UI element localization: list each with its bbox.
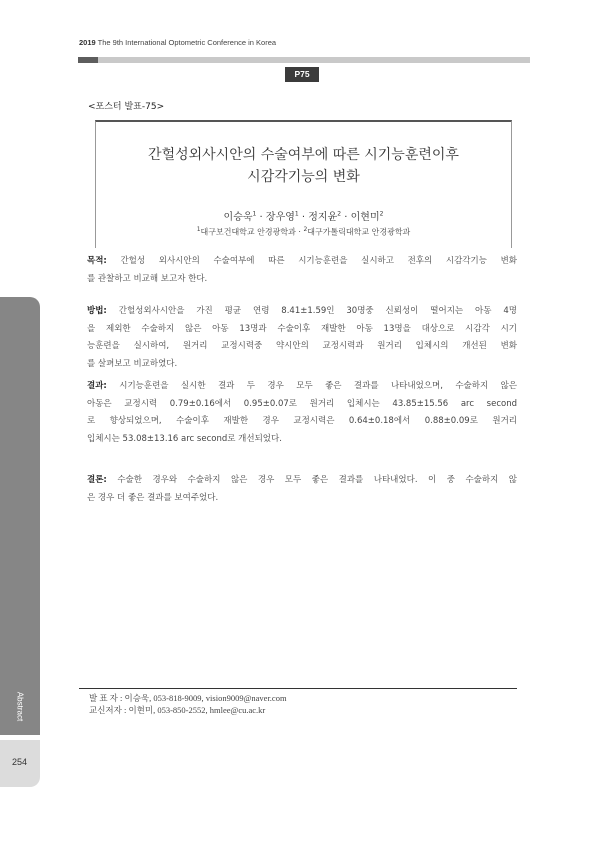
author-list — [96, 208, 511, 223]
section-methods — [87, 303, 517, 373]
author-affiliation-mark: 2 — [379, 210, 384, 218]
section-purpose — [87, 253, 517, 288]
paragraph-line: 은 경우 더 좋은 결과를 보여주었다. — [87, 492, 219, 503]
paragraph-line: 아동은 교정시력 0.79±0.16에서 0.95±0.07로 원거리 입체시는 43.85±15.56 arc second — [87, 398, 517, 409]
section-label: 결과: — [87, 381, 107, 391]
paragraph-line: 능훈련을 실시하여, 원거리 교정시력중 약시안의 교정시력과 원거리 입체시의 개선된 변화 — [87, 341, 517, 351]
paragraph-line: 을 제외한 수술하지 않은 아동 13명과 수술이후 재발한 아동 13명을 대상으로 시감각 시기 — [87, 323, 517, 334]
author-separator: · — [298, 212, 309, 223]
footer-rule — [79, 688, 517, 689]
author-separator: · — [256, 212, 266, 223]
poster-code-badge: P75 — [285, 67, 319, 82]
author-affiliation-mark: 1 — [252, 210, 257, 218]
header-year: 2019 — [79, 38, 96, 47]
header-conference: The 9th International Optometric Conference in Korea — [97, 38, 277, 47]
title-line-1: 간헐성외사시안의 수술여부에 따른 시기능훈련이후 — [148, 147, 459, 163]
author-name: 이승욱 — [223, 212, 253, 223]
paragraph-line: 목적: 간헐성 외사시안의 수술여부에 따른 시기능훈련을 실시하고 전후의 시감각기능 변화 — [87, 256, 517, 266]
running-header — [79, 38, 276, 47]
author-name: 정지윤 — [308, 212, 338, 223]
header-rule-light — [98, 57, 530, 63]
section-label: 목적: — [87, 256, 107, 266]
author-name: 이현미 — [350, 212, 380, 223]
title-box — [95, 120, 512, 248]
page-number: 254 — [12, 757, 28, 767]
paragraph-line: 방법: 간헐성외사시안을 가진 평균 연령 8.41±1.59인 30명중 신뢰성이 떨어지는 아동 4명 — [87, 306, 517, 316]
affiliation-2: 대구가톨릭대학교 안경광학과 — [307, 227, 411, 237]
side-tab-label: Abstract — [15, 691, 25, 722]
paragraph-line: 결과: 시기능훈련을 실시한 결과 두 경우 모두 좋은 결과를 나타내었으며, 수술하지 않은 — [87, 381, 517, 391]
affiliation-separator: · — [295, 227, 304, 237]
header-rule-dark — [78, 57, 98, 63]
side-section-tab — [0, 297, 40, 735]
author-affiliation-mark: 1 — [294, 210, 299, 218]
section-conclusion — [87, 472, 517, 507]
author-separator: · — [341, 212, 351, 223]
poster-label: <포스터 발표-75> — [88, 102, 165, 112]
paragraph-line: 로 향상되었으며, 수술이후 재발한 경우 교정시력은 0.64±0.18에서 0.88±0.09로 원거리 — [87, 416, 517, 426]
paragraph-line: 를 관찰하고 비교해 보고자 한다. — [87, 273, 208, 284]
section-label: 결론: — [87, 475, 107, 485]
author-affiliation-mark: 2 — [337, 210, 342, 218]
paragraph-line: 를 살펴보고 비교하였다. — [87, 358, 178, 369]
affiliation-mark: 2 — [303, 226, 308, 233]
corresponding-contact: 교신저자 : 이현미, 053-850-2552, hmlee@cu.ac.kr — [89, 705, 266, 715]
paragraph-line: 결론: 수술한 경우와 수술하지 않은 경우 모두 좋은 결과를 나타내었다. 이 중 수술하지 않 — [87, 475, 517, 485]
affiliation-mark: 1 — [196, 226, 201, 233]
section-results — [87, 378, 517, 448]
author-name: 장우영 — [265, 212, 295, 223]
affiliations — [96, 226, 511, 238]
section-label: 방법: — [87, 306, 107, 316]
title-line-2: 시감각기능의 변화 — [247, 169, 360, 185]
presenter-contact: 발 표 자 : 이승욱, 053-818-9009, vision9009@naver.com — [89, 693, 287, 703]
affiliation-1: 대구보건대학교 안경광학과 — [200, 227, 296, 237]
paragraph-line: 입체시는 53.08±13.16 arc second로 개선되었다. — [87, 433, 282, 444]
